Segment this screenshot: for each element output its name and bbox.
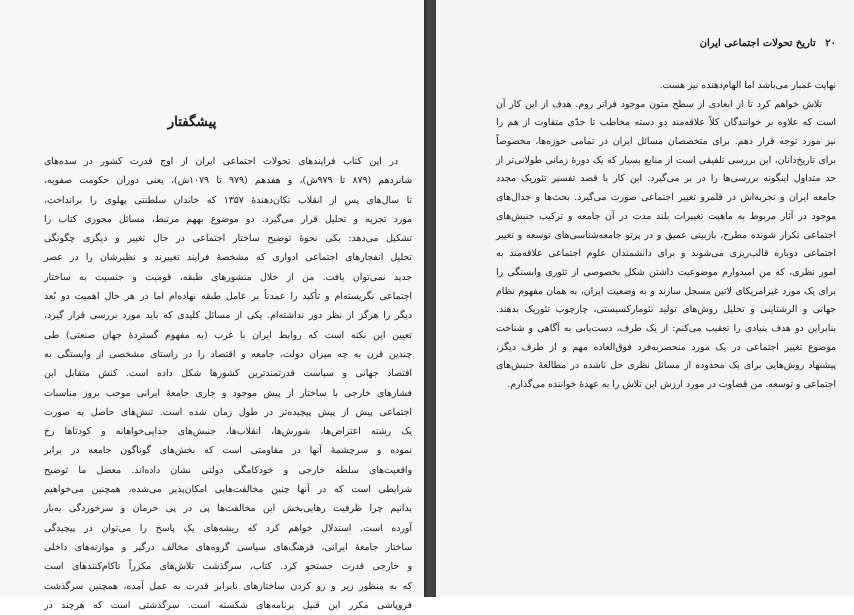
page-number: ۲۰: [825, 38, 836, 49]
text-line: بدانیم چرا ظرفیت رهایی‌بخش این مخالفت‌ها پی در پی حرمان و سرخوردگی به‌بار: [44, 503, 412, 515]
text-line: شرایطی است که در آنها چنین مخالفت‌هایی امکان‌پذیر می‌شده، همچنین می‌خواهیم: [44, 484, 412, 496]
right-page-body: [496, 77, 836, 395]
text-line: در این کتاب فرایندهای تحولات اجتماعی ایران از اوج قدرت کشور در سده‌های: [44, 156, 398, 167]
text-line: است که علاوه بر خوانندگان کلاً علاقه‌مند دو دسته مخاطب تا حدّی متفاوت از هم را: [496, 117, 836, 129]
text-line: چندین قرن به چه میزان دولت، جامعه و اقتصاد را در راستای مشخصی از وابستگی به: [44, 348, 412, 360]
text-line: شانزدهم (۸۷۹ تا ۹۷۹ش)، و هفدهم (۹۷۹ تا ۱۰۷۹ش)، یعنی دوران حکومت صفویه،: [44, 175, 412, 187]
text-line: دیگر را هرگز از نظر دور نداشته‌ام. یکی از مسائل کلیدی که باید مورد بررسی قرار گیرد،: [44, 310, 412, 322]
text-line: پیشنهاد روش‌هایی برای یک محدوده از مسائل نظری حل ناشده در مطالعهٔ جنبش‌های: [496, 360, 836, 372]
text-line: و خارجی قدرت جستجو کرد. کتاب، سرگذشت تلاش‌های مکرراً ناکام‌کنندهای است: [44, 561, 412, 573]
text-line: اجتماعی تکرار شونده مطرح، بازبینی عمیق و در پرتو جامعه‌شناسی‌های توسعه و تغییر: [496, 229, 836, 241]
text-line: نموده و سرچشمهٔ آنها در مقاومتی است که بخش‌های گوناگون جامعه در برابر: [44, 445, 412, 457]
text-line: تعیین این نکته است که روابط ایران با غرب (به مفهوم گستردهٔ جهان صنعتی) طی: [44, 329, 412, 341]
right-page: [436, 0, 854, 597]
text-line: جدید نمی‌توان یافت. من از خلال منشورهای طبقه، قومیت و جنسیت به ساختار: [44, 271, 412, 283]
left-page-body: [44, 152, 412, 615]
text-line: واقعیت‌های سلطه خارجی و خودکامگی دولتی نشان داده‌اند. معضل ما توضیح: [44, 464, 412, 476]
text-line: ساختار جامعهٔ ایرانی، فرهنگ‌های سیاسی گروه‌های مخالف درگیر و موازنه‌های داخلی: [44, 541, 412, 553]
text-line: جهانی و الرشتاینی و تحلیل روش‌های تولید نئومارکسیستی، چارچوب تئوریک بدهند.: [496, 304, 836, 316]
text-line: برای یک مورد غیرامریکای لاتین مسجل سازند و به وضعیت ایران، به همان مفهوم نظام: [496, 285, 836, 297]
text-line: تلاش خواهم کرد تا از ابعادی از سطح متون موجود فراتر روم. هدف از این کار آن: [496, 98, 822, 110]
book-title: تاریخ تحولات اجتماعی ایران: [699, 38, 816, 49]
text-line: اجتماعی پیش از پیش پیچیده‌تر در طول زمان شده است. تنش‌های حاصل به صورت: [44, 406, 412, 418]
text-line: نیز مورد توجه قرار دهم. برای متخصصان مسائل ایران در تمامی حوزه‌ها، مخصوصاً: [496, 136, 836, 148]
text-line: یک رشته اعتراض‌ها، شورش‌ها، انقلاب‌ها، جنبش‌های جدایی‌خواهانه و کودتاها رخ: [44, 426, 412, 438]
text-line: حد متداول اینگونه بررسی‌ها را در بر می‌گیرد. این کار با قصد تفسیر تئوریک مجدد: [496, 173, 836, 185]
preface-heading: پیشگفتار: [167, 114, 217, 130]
text-line: آورده است. استدلال خواهم کرد که ریشه‌های یک پاسخ را می‌توان در پیچیدگی: [44, 522, 412, 534]
text-line: که به منظور زیر و رو کردن ساختارهای نابرابر قدرت به عمل آمده، همچنین سرگذشت: [44, 580, 412, 592]
text-line: اجتماعی نگریسته‌ام و تأکید را عمدتاً بر عامل طبقه نهاده‌ام اما در هر حال اهمیت دو بُعد: [44, 291, 412, 303]
text-line: فروپاشی مکرر این قبیل برنامه‌های شکسته است. سرگذشتی است که هرچند در: [44, 599, 412, 611]
text-line: موجود در آثار مربوط به ماهیت تغییرات بلند مدت در آن جامعه و ترکیب جنبش‌های: [496, 210, 836, 222]
text-line: نهایت غمبار می‌باشد اما الهام‌دهنده نیز هست.: [659, 80, 836, 91]
text-line: جامعه ایران و تجربه‌اش در قلمرو تغییر اجتماعی صورت می‌گیرد. بحث‌ها و جدال‌های: [496, 192, 836, 204]
text-line: بنابراین دو هدف بنیادی را تعقیب می‌کنم: از یک طرف، دست‌یابی به آگاهی و شناخت: [496, 322, 836, 334]
text-line: تحلیل انفجارهای اجتماعی ادواری که مشخصهٔ فرایند تغییرند و نظیرشان را در عصر: [44, 252, 412, 264]
text-line: فشارهای خارجی با ساختار از پیش موجود و جاری جامعهٔ ایرانی موجب بروز مناسبات: [44, 387, 412, 399]
text-line: موضوع تغییر اجتماعی در یک مورد منحصربه‌فرد فوق‌العاده مهم و از طرف دیگر،: [496, 341, 836, 353]
text-line: تا سال‌های پس از انقلاب تکان‌دهندهٔ ۱۳۵۷ که خاندان سلطنتی پهلوی را برانداخت،: [44, 194, 412, 206]
text-line: اجتماعی و توسعه. من قضاوت در مورد ارزش این تلاش را به عهدهٔ خواننده می‌گذارم.: [507, 379, 836, 390]
text-line: اجتماعی دوباره قالب‌ریزی می‌شوند و برای دانشمندان علوم اجتماعی علاقه‌مند به: [496, 248, 836, 260]
text-line: اقتصاد جهانی و سیاست قدرتمندترین کشورها شکل داده است. کنش متقابل این: [44, 368, 412, 380]
text-line: امور نظری، که من امیدوارم موضوعیت داشتن شکل بخصوصی از تئوری وابستگی را: [496, 266, 836, 278]
text-line: برای تاریخ‌دانان، این بررسی تلفیقی است از منابع بسیار که یک دورهٔ زمانی طولانی‌تر از: [496, 154, 836, 166]
left-page: [0, 0, 424, 611]
text-line: تشکیل می‌دهد: یکی نحوهٔ توضیح ساختار اجتماعی در حال تغییر و دیگری چگونگی: [44, 233, 412, 245]
book-gutter: [424, 0, 436, 597]
text-line: مورد تجزیه و تحلیل قرار می‌گیرد. دو موضوع بههم مرتبط، مسائل محوری کتاب را: [44, 213, 412, 225]
running-head: [496, 38, 836, 49]
